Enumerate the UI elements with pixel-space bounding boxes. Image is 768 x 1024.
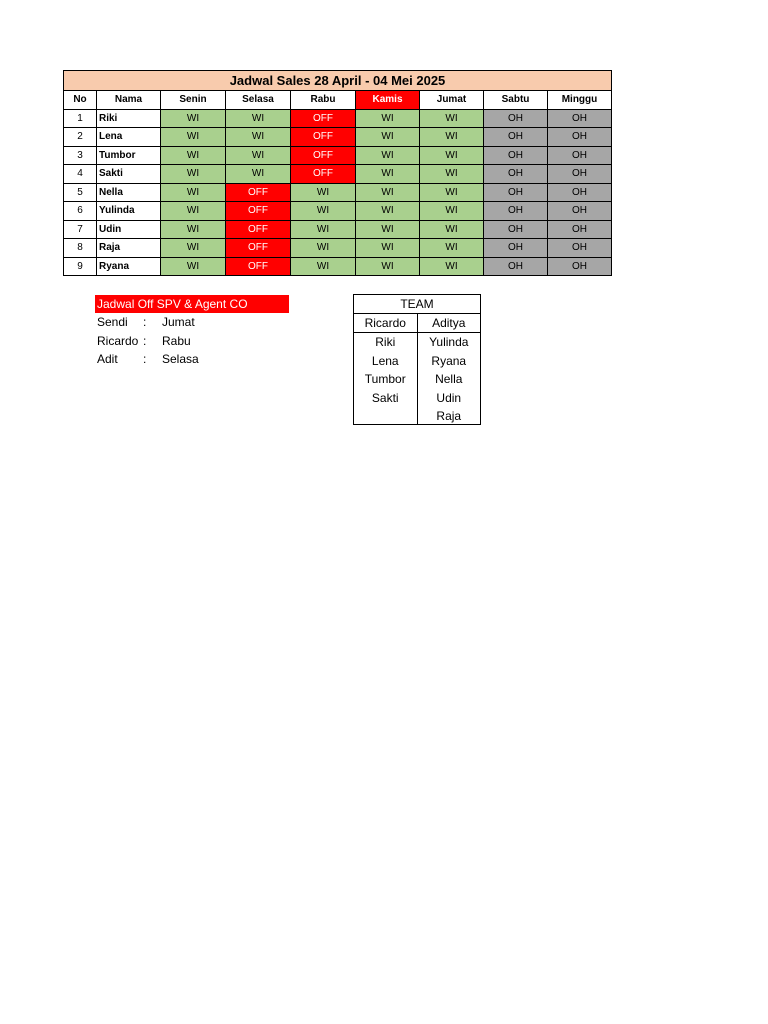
shift-cell: WI	[226, 146, 291, 165]
row-number: 2	[64, 128, 97, 147]
schedule-header-cell: No	[64, 91, 97, 110]
shift-cell: OH	[484, 239, 548, 258]
schedule-title: Jadwal Sales 28 April - 04 Mei 2025	[64, 71, 612, 91]
shift-cell: WI	[291, 183, 356, 202]
shift-cell: OH	[484, 257, 548, 276]
schedule-header-cell: Rabu	[291, 91, 356, 110]
spv-off-title: Jadwal Off SPV & Agent CO	[95, 295, 289, 313]
spv-row	[95, 313, 289, 332]
shift-cell: WI	[291, 257, 356, 276]
team-member: Ryana	[431, 353, 467, 368]
team-member: Sakti	[371, 390, 399, 405]
spv-day: Jumat	[162, 315, 195, 329]
schedule-header-cell: Selasa	[226, 91, 291, 110]
shift-cell: WI	[356, 128, 420, 147]
shift-cell: OH	[548, 183, 612, 202]
shift-cell: OH	[548, 146, 612, 165]
spv-day: Rabu	[162, 333, 191, 348]
shift-cell: WI	[161, 165, 226, 184]
team-member: Nella	[435, 372, 463, 386]
employee-name: Lena	[97, 128, 161, 147]
shift-cell: OH	[484, 109, 548, 128]
shift-cell: WI	[161, 183, 226, 202]
schedule-row	[64, 146, 612, 165]
shift-cell: OH	[548, 220, 612, 239]
shift-cell: OFF	[291, 165, 356, 184]
employee-name: Riki	[97, 109, 161, 128]
shift-cell: OH	[548, 239, 612, 258]
schedule-row	[64, 183, 612, 202]
team-member: Raja	[436, 409, 462, 423]
shift-cell: WI	[356, 109, 420, 128]
shift-cell: OH	[484, 146, 548, 165]
shift-cell: WI	[356, 257, 420, 276]
shift-cell: OH	[484, 165, 548, 184]
team-columns	[354, 314, 480, 425]
employee-name: Tumbor	[97, 146, 161, 165]
shift-cell: WI	[161, 220, 226, 239]
team-member: Lena	[371, 353, 399, 368]
shift-cell: WI	[161, 146, 226, 165]
row-number: 5	[64, 183, 97, 202]
schedule-header-cell: Senin	[161, 91, 226, 110]
shift-cell: WI	[420, 183, 484, 202]
employee-name: Raja	[97, 239, 161, 258]
schedule-row	[64, 220, 612, 239]
shift-cell: OFF	[291, 146, 356, 165]
shift-cell: WI	[356, 202, 420, 221]
spv-row	[95, 350, 289, 369]
shift-cell: OH	[484, 183, 548, 202]
schedule-row	[64, 257, 612, 276]
shift-cell: OH	[548, 128, 612, 147]
team-member: Riki	[375, 335, 396, 349]
team-table	[353, 294, 481, 425]
team-member: Yulinda	[429, 335, 469, 349]
spv-colon: :	[143, 352, 147, 366]
team-member: Udin	[436, 390, 462, 405]
row-number: 9	[64, 257, 97, 276]
shift-cell: OFF	[291, 109, 356, 128]
employee-name: Nella	[97, 183, 161, 202]
spv-row	[95, 332, 289, 351]
shift-cell: OFF	[226, 257, 291, 276]
shift-cell: WI	[356, 220, 420, 239]
employee-name: Udin	[97, 220, 161, 239]
shift-cell: WI	[420, 257, 484, 276]
shift-cell: OFF	[226, 239, 291, 258]
shift-cell: WI	[161, 239, 226, 258]
employee-name: Yulinda	[97, 202, 161, 221]
shift-cell: WI	[420, 109, 484, 128]
schedule-row	[64, 202, 612, 221]
team-leader: Ricardo	[354, 314, 417, 333]
schedule-row	[64, 239, 612, 258]
shift-cell: OH	[548, 165, 612, 184]
schedule-row	[64, 109, 612, 128]
shift-cell: WI	[161, 128, 226, 147]
row-number: 6	[64, 202, 97, 221]
row-number: 8	[64, 239, 97, 258]
shift-cell: WI	[291, 220, 356, 239]
shift-cell: OFF	[226, 220, 291, 239]
shift-cell: WI	[226, 128, 291, 147]
schedule-header-cell: Sabtu	[484, 91, 548, 110]
shift-cell: WI	[161, 257, 226, 276]
row-number: 4	[64, 165, 97, 184]
spv-colon: :	[143, 315, 147, 329]
schedule-body	[64, 109, 612, 276]
shift-cell: OH	[484, 202, 548, 221]
shift-cell: WI	[356, 239, 420, 258]
spv-day: Selasa	[162, 352, 199, 366]
shift-cell: WI	[420, 220, 484, 239]
row-number: 7	[64, 220, 97, 239]
spv-off-schedule	[95, 295, 289, 369]
shift-cell: WI	[226, 109, 291, 128]
spv-colon: :	[143, 333, 147, 348]
employee-name: Sakti	[97, 165, 161, 184]
schedule-header-cell: Kamis	[356, 91, 420, 110]
shift-cell: WI	[420, 146, 484, 165]
sales-schedule-table	[63, 70, 612, 276]
row-number: 1	[64, 109, 97, 128]
shift-cell: WI	[226, 165, 291, 184]
shift-cell: WI	[291, 239, 356, 258]
shift-cell: WI	[356, 146, 420, 165]
shift-cell: OH	[548, 257, 612, 276]
spv-name: Ricardo	[97, 333, 139, 348]
employee-name: Ryana	[97, 257, 161, 276]
shift-cell: OFF	[226, 183, 291, 202]
shift-cell: OH	[484, 128, 548, 147]
shift-cell: WI	[161, 202, 226, 221]
shift-cell: OFF	[291, 128, 356, 147]
shift-cell: WI	[420, 128, 484, 147]
team-member: Tumbor	[364, 372, 406, 386]
shift-cell: OH	[484, 220, 548, 239]
shift-cell: WI	[420, 202, 484, 221]
schedule-header-cell: Nama	[97, 91, 161, 110]
team-group	[417, 314, 481, 425]
team-group	[354, 314, 417, 425]
shift-cell: OH	[548, 202, 612, 221]
shift-cell: WI	[420, 239, 484, 258]
shift-cell: WI	[161, 109, 226, 128]
schedule-row	[64, 128, 612, 147]
schedule-row	[64, 165, 612, 184]
row-number: 3	[64, 146, 97, 165]
schedule-header-cell: Jumat	[420, 91, 484, 110]
schedule-header-row	[64, 91, 612, 110]
shift-cell: WI	[420, 165, 484, 184]
schedule-header-cell: Minggu	[548, 91, 612, 110]
team-title: TEAM	[354, 295, 480, 314]
team-leader: Aditya	[418, 314, 481, 333]
shift-cell: WI	[356, 183, 420, 202]
shift-cell: OFF	[226, 202, 291, 221]
shift-cell: WI	[356, 165, 420, 184]
spv-name: Sendi	[97, 315, 128, 329]
shift-cell: OH	[548, 109, 612, 128]
spv-name: Adit	[97, 352, 118, 366]
shift-cell: WI	[291, 202, 356, 221]
